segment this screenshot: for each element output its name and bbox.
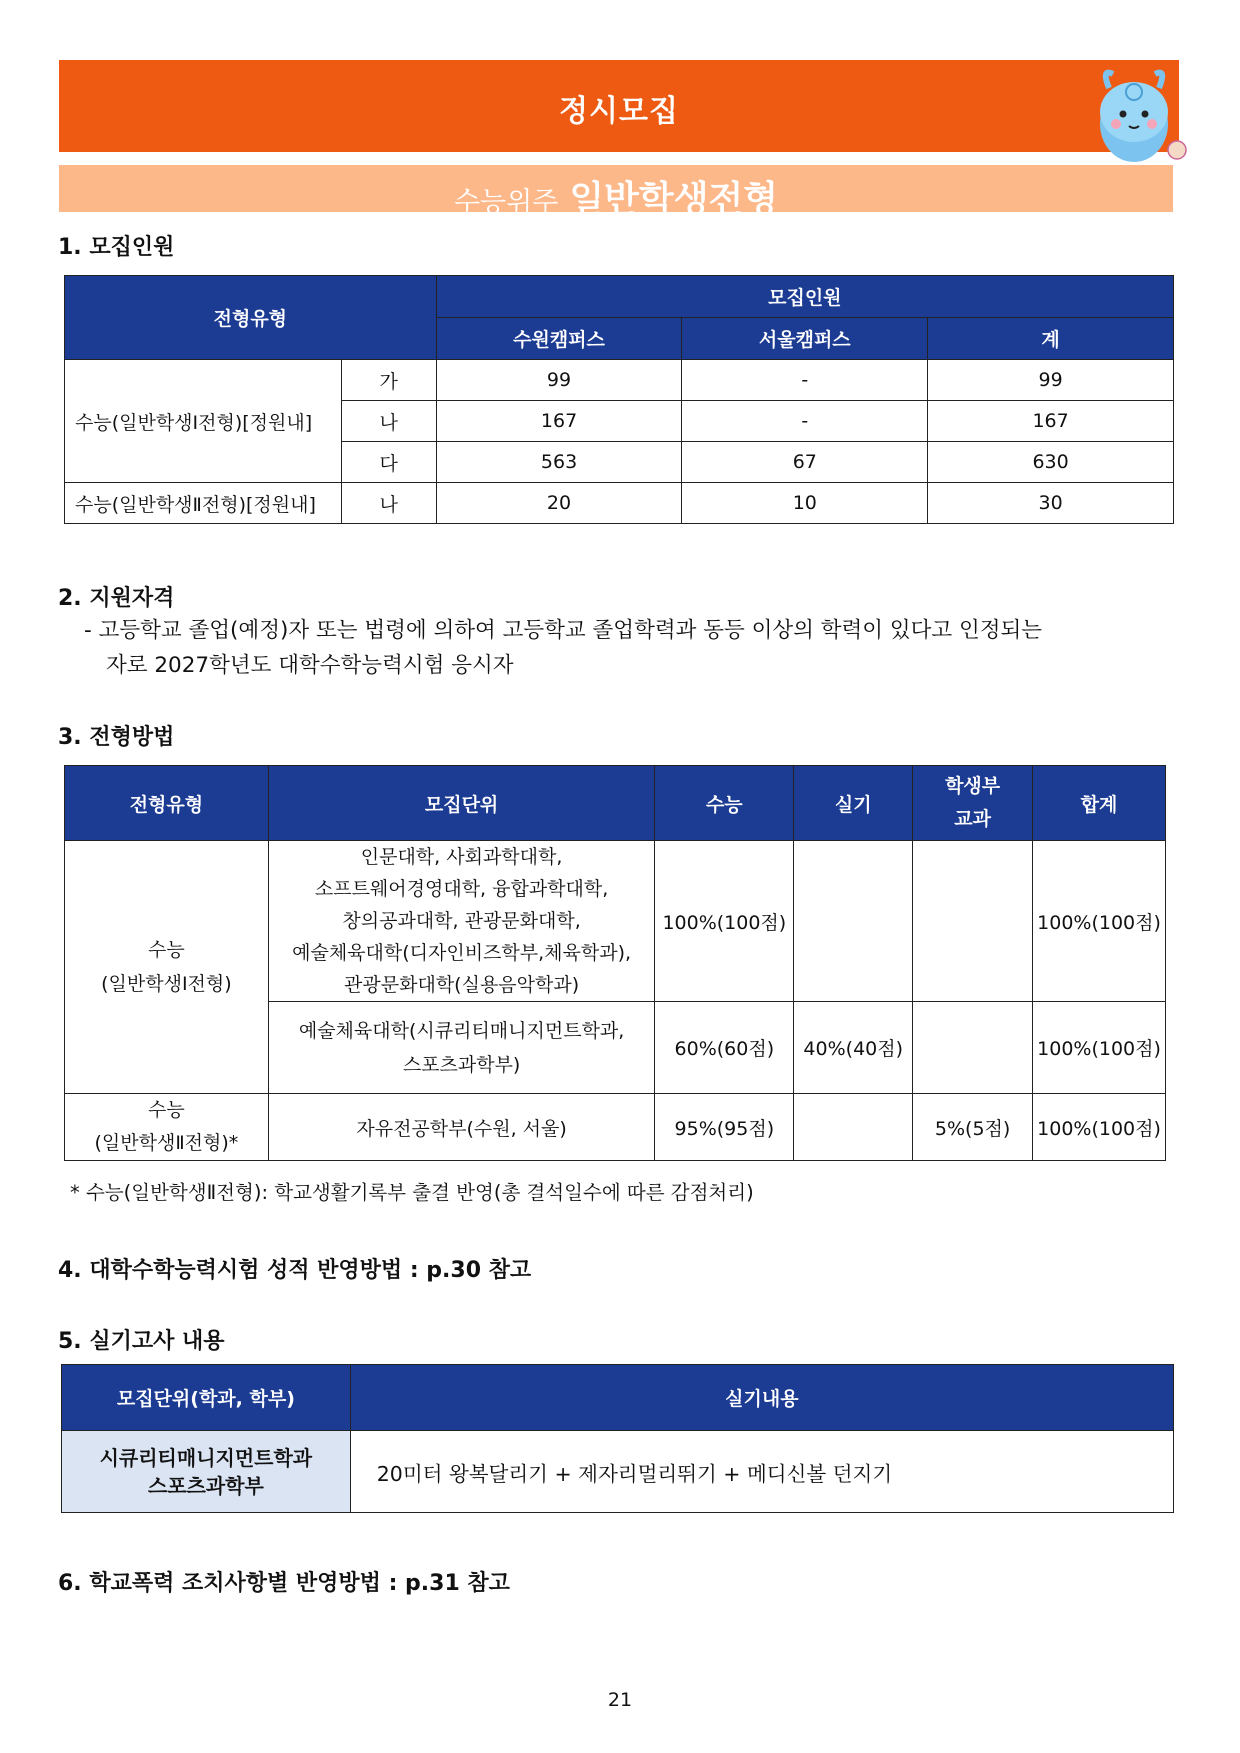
header-csat: 수능 [655, 766, 794, 841]
subtitle-small: 수능위주 [453, 187, 559, 218]
header-content: 실기내용 [350, 1365, 1173, 1431]
type-line: 수능 [148, 1099, 185, 1121]
header-type: 전형유형 [65, 766, 269, 841]
unit-cell [62, 1431, 351, 1513]
page-number: 21 [607, 1689, 633, 1711]
table-row [62, 1431, 1174, 1513]
practical-cell [794, 1094, 913, 1161]
unit-cell [268, 841, 655, 1002]
csat-cell: 95%(95점) [655, 1094, 794, 1161]
section-heading-1: 1. 모집인원 [58, 235, 175, 260]
unit-line: 예술체육대학(디자인비즈학부,체육학과), [292, 942, 632, 964]
unit-line: 스포츠과학부 [147, 1473, 264, 1498]
unit-line: 관광문화대학(실용음악학과) [344, 974, 580, 996]
practical-test-table [61, 1364, 1174, 1513]
type-line: (일반학생Ⅱ전형)* [94, 1132, 239, 1154]
table-row [65, 483, 1174, 524]
footnote: * 수능(일반학생Ⅱ전형): 학교생활기록부 출결 반영(총 결석일수에 따른 감점처리) [70, 1181, 754, 1204]
record-cell [913, 1002, 1033, 1094]
title-banner [59, 60, 1179, 152]
suwon-cell: 563 [436, 442, 682, 483]
header-record-line1: 학생부 [945, 775, 1001, 797]
type-label-1: 수능(일반학생Ⅰ전형)[정원내] [65, 360, 342, 483]
subtitle-bar [59, 165, 1173, 220]
record-cell [913, 841, 1033, 1002]
header-record [913, 766, 1033, 841]
eligibility-line-1: - 고등학교 졸업(예정)자 또는 법령에 의하여 고등학교 졸업학력과 동등 이상의 학력이 있다고 인정되는 [84, 618, 1043, 643]
section-heading-4: 4. 대학수학능력시험 성적 반영방법 : p.30 참고 [58, 1258, 532, 1283]
total-cell: 100%(100점) [1033, 1094, 1166, 1161]
mascot-icon [1079, 54, 1199, 174]
unit-line: 스포츠과학부) [402, 1053, 521, 1076]
eligibility-text [84, 613, 1176, 683]
page-title: 정시모집 [559, 94, 679, 129]
csat-cell: 60%(60점) [655, 1002, 794, 1094]
unit-line: 시큐리티매니지먼트학과 [99, 1445, 313, 1470]
section-heading-3: 3. 전형방법 [58, 725, 175, 750]
record-cell: 5%(5점) [913, 1094, 1033, 1161]
practical-cell [794, 841, 913, 1002]
unit-cell [268, 1002, 655, 1094]
seoul-cell: - [682, 360, 928, 401]
total-cell: 99 [928, 360, 1174, 401]
selection-method-table [64, 765, 1166, 1161]
total-cell: 100%(100점) [1033, 1002, 1166, 1094]
header-record-line2: 교과 [954, 808, 991, 830]
unit-line: 창의공과대학, 관광문화대학, [342, 910, 581, 932]
type-line: 수능 [148, 939, 185, 961]
total-cell: 100%(100점) [1033, 841, 1166, 1002]
total-cell: 630 [928, 442, 1174, 483]
suwon-cell: 20 [436, 483, 682, 524]
recruitment-table [64, 275, 1174, 524]
section-heading-2: 2. 지원자격 [58, 586, 175, 611]
table-row [65, 841, 1166, 1002]
header-total: 합계 [1033, 766, 1166, 841]
unit-line: 예술체육대학(시큐리티매니지먼트학과, [298, 1019, 625, 1042]
type-line: (일반학생Ⅰ전형) [101, 973, 232, 995]
section-heading-5: 5. 실기고사 내용 [58, 1329, 225, 1354]
seoul-cell: 67 [682, 442, 928, 483]
total-cell: 30 [928, 483, 1174, 524]
subtitle-big: 일반학생전형 [569, 179, 779, 220]
group-cell: 나 [341, 483, 436, 524]
unit-line: 인문대학, 사회과학대학, [360, 846, 563, 868]
header-quota: 모집인원 [436, 276, 1173, 318]
table-row [65, 1094, 1166, 1161]
header-unit: 모집단위(학과, 학부) [62, 1365, 351, 1431]
table-row [65, 360, 1174, 401]
header-suwon: 수원캠퍼스 [436, 318, 682, 360]
type-label-2: 수능(일반학생Ⅱ전형)[정원내] [65, 483, 342, 524]
eligibility-line-2: 자로 2027학년도 대학수학능력시험 응시자 [106, 653, 514, 678]
header-seoul: 서울캠퍼스 [682, 318, 928, 360]
group-cell: 나 [341, 401, 436, 442]
total-cell: 167 [928, 401, 1174, 442]
suwon-cell: 99 [436, 360, 682, 401]
unit-line: 소프트웨어경영대학, 융합과학대학, [314, 878, 609, 900]
header-practical: 실기 [794, 766, 913, 841]
header-type: 전형유형 [65, 276, 437, 360]
type-cell-1 [65, 841, 269, 1094]
section-heading-6: 6. 학교폭력 조치사항별 반영방법 : p.31 참고 [58, 1571, 510, 1596]
suwon-cell: 167 [436, 401, 682, 442]
unit-cell: 자유전공학부(수원, 서울) [268, 1094, 655, 1161]
seoul-cell: 10 [682, 483, 928, 524]
group-cell: 다 [341, 442, 436, 483]
content-cell: 20미터 왕복달리기 + 제자리멀리뛰기 + 메디신볼 던지기 [350, 1431, 1173, 1513]
group-cell: 가 [341, 360, 436, 401]
header-total: 계 [928, 318, 1174, 360]
type-cell-2 [65, 1094, 269, 1161]
practical-cell: 40%(40점) [794, 1002, 913, 1094]
seoul-cell: - [682, 401, 928, 442]
header-unit: 모집단위 [268, 766, 655, 841]
csat-cell: 100%(100점) [655, 841, 794, 1002]
